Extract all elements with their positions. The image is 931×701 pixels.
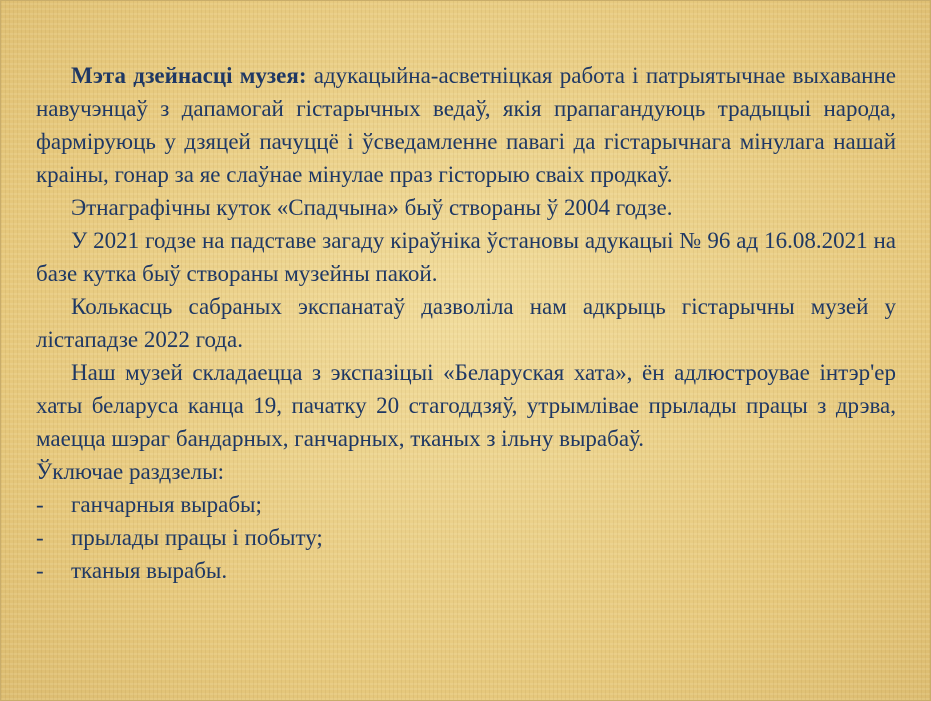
paragraph-museum-room: У 2021 годзе на падставе загаду кіраўніка ўстановы адукацыі № 96 ад 16.08.2021 на базе кутка быў створаны музейны пакой. (36, 228, 896, 286)
sections-heading: Ўключае раздзелы: (36, 459, 224, 484)
list-item: - прылады працы і побыту; (36, 521, 896, 554)
sections-list (36, 488, 896, 587)
paragraph-exposition: Наш музей складаецца з экспазіцыі «Беларуская хата», ён адлюстроувае інтэр'ер хаты беларуса канца 19, пачатку 20 стагоддзяў, утрымлівае прылады працы з дрэва, маецца шэраг бандарных, ганчарных, тканых з ільну вырабаў. (36, 360, 896, 451)
text-body (36, 59, 896, 587)
list-item: - ганчарныя вырабы; (36, 488, 896, 521)
goal-label: Мэта дзейнасці музея: (71, 63, 307, 88)
goal-text: адукацыйна-асветніцкая работа і патрыятычнае выхаванне навучэнцаў з дапамогай гістарычных ведаў, якія прапагандуюць традыцыі народа, фарміруюць у дзяцей пачуццё і ўсведамленне павагі да гістарычнага мінулага нашай краіны, гонар за яе слаўнае мінулае праз гісторыю сваіх продкаў. (36, 63, 896, 187)
paragraph-museum-opened: Колькасць сабраных экспанатаў дазволіла нам адкрыць гістарычны музей у лістападзе 2022 года. (36, 294, 896, 352)
paragraph-corner-founded: Этнаграфічны куток «Спадчына» быў створаны ў 2004 годзе. (71, 195, 673, 220)
list-item: - тканыя вырабы. (36, 554, 896, 587)
goal-paragraph (36, 59, 896, 191)
